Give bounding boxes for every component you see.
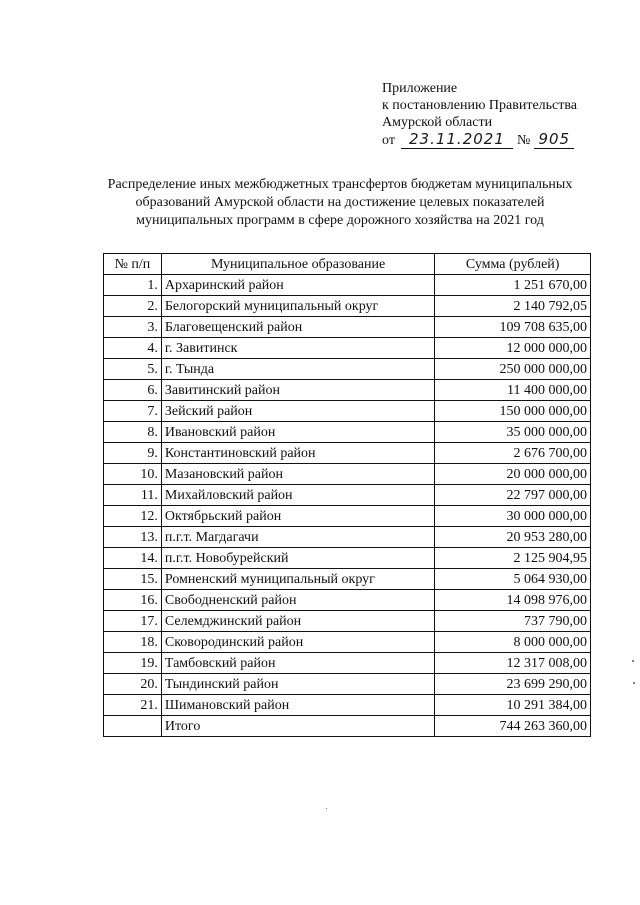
table-row xyxy=(104,359,591,380)
scan-speck xyxy=(632,660,634,662)
municipality-name: Зейский район xyxy=(161,401,434,422)
municipality-name: Сковородинский район xyxy=(161,632,434,653)
table-row xyxy=(104,485,591,506)
row-sum: 12 000 000,00 xyxy=(435,338,591,359)
table-row xyxy=(104,611,591,632)
row-number: 11. xyxy=(104,485,162,506)
table-row xyxy=(104,401,591,422)
handwritten-number: 905 xyxy=(534,131,574,149)
table-total-row xyxy=(104,716,591,737)
municipality-name: Михайловский район xyxy=(161,485,434,506)
table-row xyxy=(104,296,591,317)
table-row xyxy=(104,317,591,338)
table-row xyxy=(104,653,591,674)
row-number: 10. xyxy=(104,464,162,485)
row-sum: 22 797 000,00 xyxy=(435,485,591,506)
header-sum: Сумма (рублей) xyxy=(435,254,591,275)
total-row-number xyxy=(104,716,162,737)
number-prefix: № xyxy=(516,133,531,148)
row-number: 17. xyxy=(104,611,162,632)
header-number: № п/п xyxy=(104,254,162,275)
date-prefix: от xyxy=(382,133,395,148)
table-row xyxy=(104,548,591,569)
row-sum: 109 708 635,00 xyxy=(435,317,591,338)
appendix-block xyxy=(382,80,577,149)
table-row xyxy=(104,674,591,695)
row-sum: 2 140 792,05 xyxy=(435,296,591,317)
row-number: 14. xyxy=(104,548,162,569)
row-sum: 2 676 700,00 xyxy=(435,443,591,464)
row-sum: 2 125 904,95 xyxy=(435,548,591,569)
table-row xyxy=(104,590,591,611)
row-number: 15. xyxy=(104,569,162,590)
table-row xyxy=(104,695,591,716)
table-row xyxy=(104,338,591,359)
row-sum: 5 064 930,00 xyxy=(435,569,591,590)
row-number: 1. xyxy=(104,275,162,296)
table-header-row xyxy=(104,254,591,275)
handwritten-date: 23.11.2021 xyxy=(401,131,513,149)
table-row xyxy=(104,422,591,443)
table-row xyxy=(104,569,591,590)
title-line-1: Распределение иных межбюджетных трансфертов бюджетам муниципальных xyxy=(107,177,573,192)
municipality-name: Шимановский район xyxy=(161,695,434,716)
row-sum: 737 790,00 xyxy=(435,611,591,632)
appendix-title: Приложение xyxy=(382,81,458,96)
municipality-name: Тамбовский район xyxy=(161,653,434,674)
table-row xyxy=(104,275,591,296)
document-title xyxy=(90,176,590,230)
title-line-2: образований Амурской области на достижение целевых показателей xyxy=(135,195,545,210)
row-sum: 23 699 290,00 xyxy=(435,674,591,695)
row-number: 20. xyxy=(104,674,162,695)
municipality-name: п.г.т. Новобурейский xyxy=(161,548,434,569)
row-sum: 250 000 000,00 xyxy=(435,359,591,380)
municipality-name: Тындинский район xyxy=(161,674,434,695)
row-number: 4. xyxy=(104,338,162,359)
table-row xyxy=(104,443,591,464)
table-row xyxy=(104,527,591,548)
row-sum: 30 000 000,00 xyxy=(435,506,591,527)
row-number: 5. xyxy=(104,359,162,380)
row-number: 18. xyxy=(104,632,162,653)
row-sum: 1 251 670,00 xyxy=(435,275,591,296)
row-sum: 20 953 280,00 xyxy=(435,527,591,548)
title-line-3: муниципальных программ в сфере дорожного хозяйства на 2021 год xyxy=(136,213,544,228)
row-number: 12. xyxy=(104,506,162,527)
row-number: 19. xyxy=(104,653,162,674)
row-sum: 8 000 000,00 xyxy=(435,632,591,653)
appendix-date-line xyxy=(382,131,577,149)
municipality-name: Свободненский район xyxy=(161,590,434,611)
municipality-name: Мазановский район xyxy=(161,464,434,485)
municipality-name: Ромненский муниципальный округ xyxy=(161,569,434,590)
appendix-reference: к постановлению Правительства xyxy=(382,98,578,113)
row-sum: 150 000 000,00 xyxy=(435,401,591,422)
row-number: 9. xyxy=(104,443,162,464)
row-number: 13. xyxy=(104,527,162,548)
table-row xyxy=(104,464,591,485)
table-row xyxy=(104,380,591,401)
municipality-name: п.г.т. Магдагачи xyxy=(161,527,434,548)
row-number: 2. xyxy=(104,296,162,317)
municipality-name: Белогорский муниципальный округ xyxy=(161,296,434,317)
table-body xyxy=(104,275,591,737)
municipality-name: Константиновский район xyxy=(161,443,434,464)
row-number: 7. xyxy=(104,401,162,422)
row-number: 21. xyxy=(104,695,162,716)
municipality-name: Октябрьский район xyxy=(161,506,434,527)
municipality-name: Архаринский район xyxy=(161,275,434,296)
total-row-sum: 744 263 360,00 xyxy=(435,716,591,737)
row-sum: 12 317 008,00 xyxy=(435,653,591,674)
total-municipality-name: Итого xyxy=(161,716,434,737)
distribution-table xyxy=(103,253,591,737)
scan-speck xyxy=(326,808,327,809)
row-sum: 20 000 000,00 xyxy=(435,464,591,485)
row-sum: 11 400 000,00 xyxy=(435,380,591,401)
municipality-name: г. Завитинск xyxy=(161,338,434,359)
row-number: 3. xyxy=(104,317,162,338)
row-number: 8. xyxy=(104,422,162,443)
municipality-name: Благовещенский район xyxy=(161,317,434,338)
municipality-name: Завитинский район xyxy=(161,380,434,401)
row-number: 16. xyxy=(104,590,162,611)
row-sum: 35 000 000,00 xyxy=(435,422,591,443)
municipality-name: г. Тында xyxy=(161,359,434,380)
row-sum: 10 291 384,00 xyxy=(435,695,591,716)
scan-speck xyxy=(633,682,635,684)
table-row xyxy=(104,506,591,527)
appendix-region: Амурской области xyxy=(382,115,493,130)
row-sum: 14 098 976,00 xyxy=(435,590,591,611)
table-row xyxy=(104,632,591,653)
municipality-name: Селемджинский район xyxy=(161,611,434,632)
header-municipality: Муниципальное образование xyxy=(161,254,434,275)
row-number: 6. xyxy=(104,380,162,401)
municipality-name: Ивановский район xyxy=(161,422,434,443)
